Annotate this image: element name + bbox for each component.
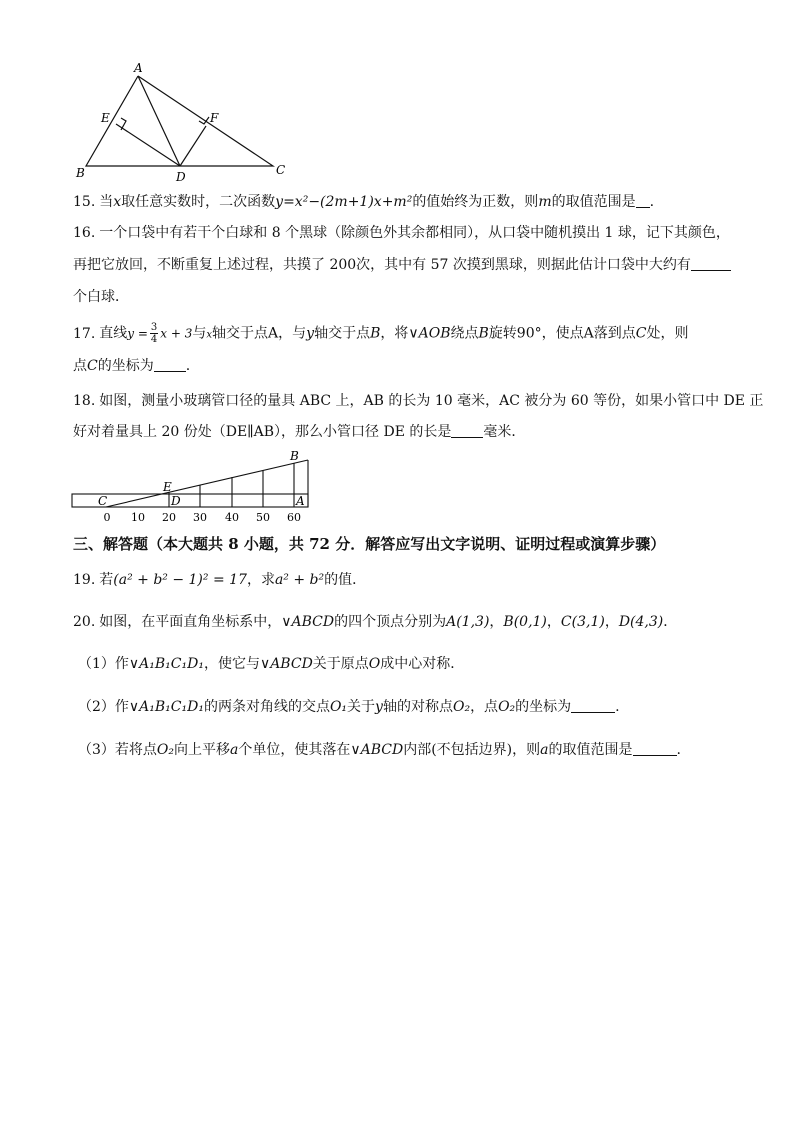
triangle-figure bbox=[70, 60, 300, 185]
question-text: 如图，在平面直角坐标系中， bbox=[99, 614, 282, 630]
point-coordinate: A(1,3) bbox=[446, 614, 490, 630]
point-label: A bbox=[268, 325, 279, 342]
math-var: a bbox=[540, 742, 549, 758]
parallelogram-symbol: ∨A₁B₁C₁D₁ bbox=[128, 699, 204, 715]
question-text: . bbox=[649, 194, 655, 210]
question-text: 直线 bbox=[99, 325, 128, 342]
measuring-gauge-figure bbox=[68, 448, 318, 528]
question-text: 好对着量具上 20 份处（DE∥AB），那么小管口径 DE 的长是 bbox=[73, 424, 452, 440]
question-19 bbox=[73, 570, 723, 590]
question-text: ，与 bbox=[278, 325, 307, 342]
parallelogram-symbol: ∨ABCD bbox=[281, 614, 335, 630]
question-text: 如图，测量小玻璃管口径的量具 ABC 上，AB 的长为 10 毫米，AC 被分为 60 等份，如果小管口中 DE 正 bbox=[99, 393, 764, 409]
question-text: 点 bbox=[73, 358, 87, 374]
question-text: 落到点 bbox=[593, 325, 636, 342]
math-var: x bbox=[206, 329, 213, 341]
point-label: B bbox=[370, 325, 381, 342]
label-D: D bbox=[176, 170, 186, 184]
math-var: y bbox=[306, 325, 315, 342]
question-text: ，将 bbox=[380, 325, 409, 342]
question-text: . bbox=[615, 699, 620, 715]
triangle-outline bbox=[86, 76, 273, 166]
question-text: 内部(不包括边界)，则 bbox=[403, 742, 541, 758]
question-text: 个白球． bbox=[73, 289, 129, 305]
label-E: E bbox=[101, 111, 110, 125]
sub-question-number: （1） bbox=[78, 656, 115, 672]
answer-blank[interactable] bbox=[451, 423, 483, 438]
question-number: 19. bbox=[73, 572, 96, 588]
point-label: O₂ bbox=[156, 742, 175, 758]
gauge-label-E: E bbox=[163, 480, 172, 494]
question-text: ，使点 bbox=[541, 325, 584, 342]
point-label: C bbox=[87, 358, 98, 374]
question-number: 15. bbox=[73, 194, 96, 210]
parallelogram-symbol: ∨A₁B₁C₁D₁ bbox=[128, 656, 204, 672]
point-label: O₁ bbox=[329, 699, 348, 715]
question-text: 的取值范围是 bbox=[548, 742, 633, 758]
question-16-line2 bbox=[73, 255, 723, 275]
gauge-tick-label: 60 bbox=[287, 511, 301, 524]
gauge-tick-label: 40 bbox=[225, 511, 239, 524]
right-angle-E bbox=[121, 118, 126, 130]
question-18-line2 bbox=[73, 422, 723, 442]
math-var: a bbox=[230, 742, 239, 758]
point-label: B bbox=[478, 325, 489, 342]
gauge-tick-label: 10 bbox=[131, 511, 145, 524]
question-20-part-3 bbox=[78, 740, 681, 760]
question-text: 轴交于点 bbox=[212, 325, 269, 342]
gauge-label-B: B bbox=[290, 449, 299, 463]
question-text: 关于原点 bbox=[312, 656, 369, 672]
question-text: 取任意实数时，二次函数 bbox=[121, 194, 276, 210]
question-text: ，使它与 bbox=[203, 656, 260, 672]
question-20 bbox=[73, 612, 723, 632]
question-number: 20. bbox=[73, 614, 96, 630]
gauge-label-C: C bbox=[98, 494, 108, 508]
point-coordinate: B(0,1) bbox=[503, 614, 547, 630]
gauge-tick-label: 30 bbox=[193, 511, 207, 524]
fraction bbox=[150, 322, 158, 345]
question-text: 的值． bbox=[324, 572, 367, 588]
segment-DF bbox=[180, 126, 206, 166]
label-F: F bbox=[210, 111, 219, 125]
math-var: y bbox=[375, 699, 383, 715]
question-text: 的取值范围是 bbox=[551, 194, 636, 210]
question-text: 作 bbox=[114, 656, 129, 672]
question-text: ，求 bbox=[246, 572, 275, 588]
question-text: 轴交于点 bbox=[314, 325, 371, 342]
question-text: ，点 bbox=[470, 699, 499, 715]
answer-blank[interactable] bbox=[154, 357, 186, 372]
question-text: 与 bbox=[192, 325, 207, 342]
gauge-tick-label: 20 bbox=[162, 511, 176, 524]
sub-question-number: （3） bbox=[78, 742, 115, 758]
question-17 bbox=[73, 322, 723, 346]
question-18 bbox=[73, 391, 764, 411]
separator: ， bbox=[546, 614, 561, 630]
parallelogram-symbol: ∨ABCD bbox=[350, 742, 404, 758]
fraction-numerator: 3 bbox=[150, 322, 158, 333]
gauge-label-D: D bbox=[171, 494, 181, 508]
question-text: 处，则 bbox=[646, 325, 689, 342]
question-text: 关于 bbox=[347, 699, 376, 715]
question-text: 作 bbox=[114, 699, 129, 715]
question-text: 成中心对称． bbox=[380, 656, 465, 672]
math-expression: a² + b² bbox=[274, 572, 325, 588]
question-text: 一个口袋中有若干个白球和 8 个黑球（除颜色外其余都相同），从口袋中随机摸出 1 球，记下其颜色， bbox=[99, 225, 730, 241]
answer-blank[interactable] bbox=[571, 698, 615, 713]
question-16-line3 bbox=[73, 287, 723, 307]
question-number: 18. bbox=[73, 393, 96, 409]
answer-blank[interactable] bbox=[691, 256, 731, 271]
question-text: ． bbox=[663, 614, 678, 630]
equation-rhs: x + 3 bbox=[160, 326, 193, 341]
gauge-tick-label: 50 bbox=[256, 511, 270, 524]
question-17-line2 bbox=[73, 356, 723, 376]
label-B: B bbox=[76, 166, 85, 180]
question-text: 毫米． bbox=[483, 424, 526, 440]
point-coordinate: C(3,1) bbox=[560, 614, 605, 630]
question-text: 向上平移 bbox=[174, 742, 231, 758]
question-text: 若 bbox=[99, 572, 114, 588]
function-expression: y=x²−(2m+1)x+m² bbox=[275, 194, 413, 210]
point-label: A bbox=[583, 325, 594, 342]
separator: ， bbox=[489, 614, 504, 630]
question-20-part-2 bbox=[78, 697, 620, 717]
gauge-base bbox=[72, 494, 308, 507]
question-number: 16. bbox=[73, 225, 96, 241]
point-label: O bbox=[368, 656, 381, 672]
parallelogram-symbol: ∨ABCD bbox=[259, 656, 313, 672]
equation-lhs: y = bbox=[127, 326, 148, 341]
math-var: x bbox=[113, 194, 122, 210]
math-var: m bbox=[538, 194, 552, 210]
sub-question-number: （2） bbox=[78, 699, 115, 715]
question-text: . bbox=[185, 358, 191, 374]
math-expression: (a² + b² − 1)² = 17 bbox=[113, 572, 247, 588]
question-text: 的坐标为 bbox=[515, 699, 572, 715]
question-16 bbox=[73, 223, 730, 243]
question-text: 绕点 bbox=[450, 325, 479, 342]
gauge-label-A: A bbox=[296, 494, 305, 508]
question-text: 个单位，使其落在 bbox=[238, 742, 351, 758]
angle-value: 90° bbox=[516, 325, 542, 342]
point-label: O₂ bbox=[452, 699, 471, 715]
answer-blank[interactable] bbox=[636, 193, 650, 208]
point-label: C bbox=[635, 325, 647, 342]
question-text: 的两条对角线的交点 bbox=[203, 699, 330, 715]
question-text: 轴的对称点 bbox=[382, 699, 453, 715]
triangle-symbol: ∨AOB bbox=[408, 325, 451, 342]
answer-blank[interactable] bbox=[633, 741, 677, 756]
question-text: 当 bbox=[99, 194, 114, 210]
question-20-part-1 bbox=[78, 654, 464, 674]
point-label: O₂ bbox=[498, 699, 516, 715]
question-text: 再把它放回，不断重复上述过程，共摸了 200次，其中有 57 次摸到黑球，则据此估计口袋中大约有 bbox=[73, 257, 691, 273]
section-heading: 三、解答题（本大题共 8 小题，共 72 分．解答应写出文字说明、证明过程或演算步骤） bbox=[73, 535, 666, 553]
question-text: 的坐标为 bbox=[97, 358, 154, 374]
label-A: A bbox=[134, 61, 143, 75]
separator: ， bbox=[604, 614, 619, 630]
question-15 bbox=[73, 192, 723, 212]
question-text: 的值始终为正数，则 bbox=[412, 194, 539, 210]
gauge-tick-label: 0 bbox=[103, 511, 111, 524]
question-text: 旋转 bbox=[488, 325, 517, 342]
question-text: 若将点 bbox=[114, 742, 157, 758]
fraction-denominator: 4 bbox=[150, 334, 158, 345]
gauge-hypotenuse bbox=[106, 460, 308, 507]
point-coordinate: D(4,3) bbox=[618, 614, 664, 630]
question-text: . bbox=[676, 742, 681, 758]
label-C: C bbox=[276, 163, 286, 177]
question-text: 的四个顶点分别为 bbox=[334, 614, 447, 630]
question-number: 17. bbox=[73, 325, 96, 342]
